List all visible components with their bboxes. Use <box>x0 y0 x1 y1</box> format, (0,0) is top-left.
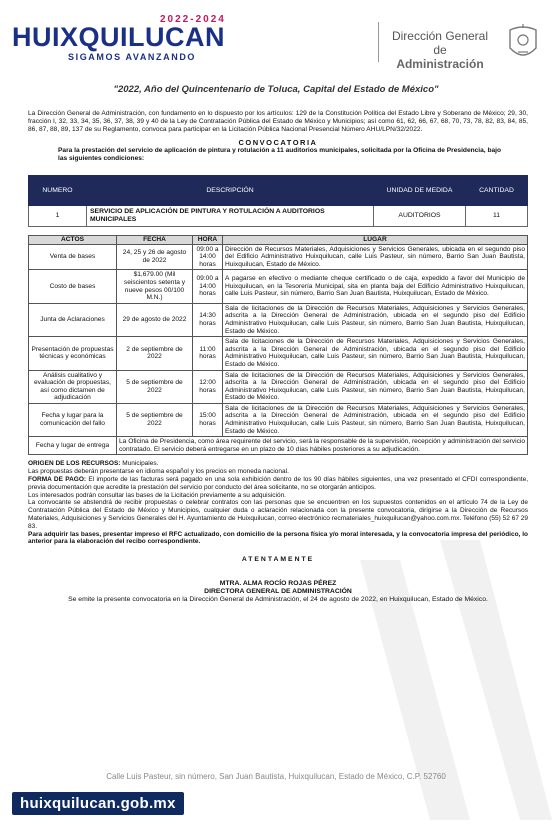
signer-name: MTRA. ALMA ROCÍO ROJAS PÉREZ <box>219 580 337 588</box>
schedule-lugar: Sala de licitaciones de la Dirección de Recursos Materiales, Adquisiciones y Servicios Generales, adscrita a la Dirección General de Administración, ubicada en el segundo piso del Edificio Administrativo Huixquilucan, calle Luis Pasteur, sin número, Barrio San Juan Bautista, Huixquilucan, Estado de México. <box>223 303 528 336</box>
table-row <box>29 370 528 403</box>
header-divider <box>378 22 379 62</box>
forma-value: El importe de las facturas será pagado en una sola exhibición dentro de los 90 días hábiles siguientes, una vez presentado el CFDI correspondiente, previa documentación que acredite la prestación del servicio por conducto del área solicitante, no se otorgarán anticipos. <box>28 476 528 491</box>
municipality-logo: HUIXQUILUCAN <box>12 22 225 52</box>
schedule-fecha: 2 de septiembre de 2022 <box>117 337 193 370</box>
table-row <box>29 244 528 270</box>
notes-section <box>28 460 528 546</box>
schedule-hora: 11:00 horas <box>193 337 223 370</box>
schedule-acto: Junta de Aclaraciones <box>29 303 117 336</box>
signer-title: DIRECTORA GENERAL DE ADMINISTRACIÓN <box>204 588 352 596</box>
idioma-note: Las propuestas deberán presentarse en idioma español y los precios en moneda nacional. <box>28 468 289 476</box>
department-line2: Administración <box>396 57 484 71</box>
logo-years: 2022-2024 <box>160 14 226 25</box>
items-table <box>28 175 528 227</box>
official-slogan: "2022, Año del Quincentenario de Toluca, Capital del Estado de México" <box>113 84 439 95</box>
schedule-acto: Presentación de propuestas técnicas y económicas <box>29 337 117 370</box>
item-cantidad: 11 <box>466 206 528 227</box>
table-row <box>29 206 528 227</box>
table-row <box>29 437 528 455</box>
schedule-lugar: Sala de licitaciones de la Dirección de Recursos Materiales, Adquisiciones y Servicios Generales, adscrita a la Dirección General de Administración, ubicada en el segundo piso del Edificio Administrativo Huixquilucan, calle Luis Pasteur, sin número, Barrio San Juan Bautista, Huixquilucan, Estado de México. <box>223 370 528 403</box>
department-line1: Dirección General de <box>391 29 489 57</box>
schedule-fecha: 29 de agosto de 2022 <box>117 303 193 336</box>
header-numero: NUMERO <box>29 176 87 206</box>
schedule-fecha: 24, 25 y 26 de agosto de 2022 <box>117 244 193 270</box>
header-hora: HORA <box>193 236 223 245</box>
table-row <box>29 337 528 370</box>
schedule-lugar: Dirección de Recursos Materiales, Adquisiciones y Servicios Generales, ubicada en el segundo piso del Edificio Administrativo Huixquilucan, calle Luis Pasteur, sin número, Barrio San Juan Bautista, Huixquilucan, Estado de México. <box>223 244 528 270</box>
forma-label: FORMA DE PAGO: <box>28 476 87 484</box>
document-body <box>28 110 528 604</box>
intro-paragraph: La Dirección General de Administración, con fundamento en lo dispuesto por los artículos: 129 de la Constitución Política del Estado Libre y Soberano de México; 29, 30, fracción I, 32, 33, 34, 35, 36, 37, 38, 39 y 40 de la Ley de Contratación Pública del Estado de México y Municipios; así como 61, 62, 66, 67, 68, 70, 73, 78, 82, 83, 84, 85, 86, 87, 88, 89, 137 de su Reglamento, convoca para participar en la Licitación Pública Nacional Presencial Número AHU/LPN/32/2022. <box>28 110 528 133</box>
header-cantidad: CANTIDAD <box>466 176 528 206</box>
schedule-fecha: $1,679.00 (Mil seiscientos setenta y nueve pesos 00/100 M.N.) <box>117 270 193 303</box>
schedule-hora: 12:00 horas <box>193 370 223 403</box>
item-descripcion: SERVICIO DE APLICACIÓN DE PINTURA Y ROTULACIÓN A AUDITORIOS MUNICIPALES <box>87 206 374 227</box>
schedule-fecha: 5 de septiembre de 2022 <box>117 403 193 436</box>
logo-tagline: SIGAMOS AVANZANDO <box>68 52 197 62</box>
adquirir-note: Para adquirir las bases, presentar impreso el RFC actualizado, con domicilio de la persona física y/o moral interesada, y la convocatoria impresa del periódico, lo anterior para la elaboración del recibo correspondiente. <box>28 530 528 546</box>
schedule-hora: 09:00 a 14:00 horas <box>193 270 223 303</box>
item-numero: 1 <box>29 206 87 227</box>
emission-note: Se emite la presente convocatoria en la Dirección General de Administración, el 24 de agosto de 2022, en Huixquilucan, Estado de México. <box>68 596 488 604</box>
header-fecha: FECHA <box>117 236 193 245</box>
schedule-acto: Venta de bases <box>29 244 117 270</box>
convocatoria-title: CONVOCATORIA <box>238 138 318 147</box>
origen-label: ORIGEN DE LOS RECURSOS: <box>28 460 121 468</box>
schedule-entrega-text: La Oficina de Presidencia, como área requirente del servicio, será la responsable de la supervisión, recepción y administración del servicio contratado. El servicio deberá entregarse en un plazo de 10 días hábiles posteriores a su adjudicación. <box>117 437 528 455</box>
schedule-acto: Fecha y lugar para la comunicación del fallo <box>29 403 117 436</box>
coat-of-arms-icon <box>506 22 540 64</box>
header-unidad: UNIDAD DE MEDIDA <box>374 176 466 206</box>
convocatoria-text: Para la prestación del servicio de aplicación de pintura y rotulación a 11 auditorios municipales, solicitada por la Oficina de Presidencia, bajo las siguientes condiciones: <box>58 147 502 162</box>
page-header <box>0 0 552 80</box>
atentamente-label: ATENTAMENTE <box>241 556 315 564</box>
schedule-hora: 14:30 horas <box>193 303 223 336</box>
schedule-lugar: A pagarse en efectivo o mediante cheque certificado o de caja, expedido a favor del Municipio de Huixquilucan, en la Tesorería Municipal, sita en planta baja del Edificio Administrativo Huixquilucan, calle Luis Pasteur, sin número, Barrio San Juan Bautista, Huixquilucan, Estado de México. <box>223 270 528 303</box>
footer-address: Calle Luis Pasteur, sin número, San Juan Bautista, Huixquilucan, Estado de México, C.P. 52760 <box>106 772 446 781</box>
department-name <box>385 29 495 71</box>
item-unidad: AUDITORIOS <box>374 206 466 227</box>
table-row <box>29 270 528 303</box>
header-descripcion: DESCRIPCIÓN <box>87 176 374 206</box>
schedule-acto: Análisis cualitativo y evaluación de propuestas, así como dictamen de adjudicación <box>29 370 117 403</box>
items-header-row <box>29 176 528 206</box>
abstendra-note: La convocante se abstendrá de recibir propuestas o celebrar contratos con las personas que se encuentren en los supuestos contenidos en el artículo 74 de la Ley de Contratación Pública del Estado de México y Municipios, cualquier duda o aclaración relacionada con la presente convocatoria, dirigirse a la Dirección de Recursos Materiales, Adquisiciones y Servicios Generales del H. Ayuntamiento de Huixquilucan, correo electrónico recmateriales_huixquilucan@yahoo.com.mx. Teléfono (55) 52 67 29 83. <box>28 499 528 530</box>
schedule-acto: Costo de bases <box>29 270 117 303</box>
header-lugar: LUGAR <box>223 236 528 245</box>
schedule-header-row <box>29 236 528 245</box>
origen-recursos <box>28 460 528 468</box>
signature-block <box>28 556 528 604</box>
schedule-lugar: Sala de licitaciones de la Dirección de Recursos Materiales, Adquisiciones y Servicios Generales, adscrita a la Dirección General de Administración, ubicada en el segundo piso del Edificio Administrativo Huixquilucan, calle Luis Pasteur, sin número, Barrio San Juan Bautista, Huixquilucan, Estado de México. <box>223 337 528 370</box>
interesados-note: Los interesados podrán consultar las bases de la Licitación previamente a su adquisición. <box>28 491 286 499</box>
schedule-hora: 09:00 a 14:00 horas <box>193 244 223 270</box>
forma-pago <box>28 476 528 492</box>
schedule-table <box>28 235 528 455</box>
origen-value: Municipales. <box>122 460 159 468</box>
table-row <box>29 303 528 336</box>
table-row <box>29 403 528 436</box>
schedule-acto: Fecha y lugar de entrega <box>29 437 117 455</box>
schedule-fecha: 5 de septiembre de 2022 <box>117 370 193 403</box>
schedule-lugar: Sala de licitaciones de la Dirección de Recursos Materiales, Adquisiciones y Servicios Generales, adscrita a la Dirección General de Administración, ubicada en el segundo piso del Edificio Administrativo Huixquilucan, calle Luis Pasteur, sin número, Barrio San Juan Bautista, Huixquilucan, Estado de México. <box>223 403 528 436</box>
website-link[interactable]: huixquilucan.gob.mx <box>12 792 184 815</box>
header-actos: ACTOS <box>29 236 117 245</box>
schedule-hora: 15:00 horas <box>193 403 223 436</box>
